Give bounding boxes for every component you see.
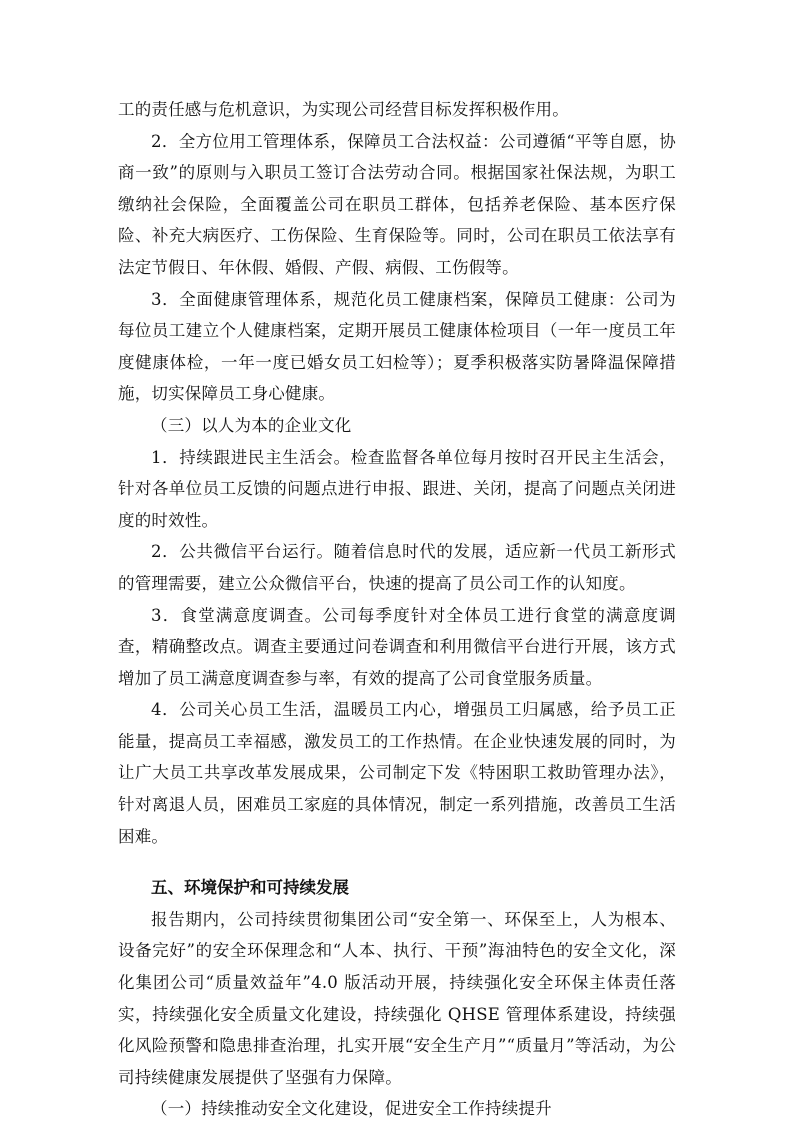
paragraph-wechat-platform: 2．公共微信平台运行。随着信息时代的发展，适应新一代员工新形式的管理需要，建立公众微信平台，快速的提高了员公司工作的认知度。 bbox=[118, 542, 676, 593]
document-page bbox=[118, 94, 676, 1125]
subheading-safety-culture: （一）持续推动安全文化建设，促进安全工作持续提升 bbox=[151, 1099, 552, 1119]
paragraph-democratic-meeting: 1．持续跟进民主生活会。检查监督各单位每月按时召开民主生活会，针对各单位员工反馈的问题点进行申报、跟进、关闭，提高了问题点关闭进度的时效性。 bbox=[118, 447, 676, 530]
paragraph-health-management: 3．全面健康管理体系，规范化员工健康档案，保障员工健康：公司为每位员工建立个人健康档案，定期开展员工健康体检项目（一年一度员工年度健康体检，一年一度已婚女员工妇检等）；夏季积极落实防暑降温保障措施，切实保障员工身心健康。 bbox=[118, 289, 676, 404]
paragraph-safety-report: 报告期内，公司持续贯彻集团公司“安全第一、环保至上，人为根本、设备完好”的安全环保理念和“人本、执行、干预”海油特色的安全文化，深化集团公司“质量效益年”4.0 版活动开展，持续强化安全环保主体责任落实，持续强化安全质量文化建设，持续强化 QHSE 管理体系建设，持续强化风险预警和隐患排查治理，扎实开展“安全生产月”“质量月”等活动，为公司持续健康发展提供了坚强有力保障。 bbox=[118, 909, 676, 1087]
paragraph-continuation: 工的责任感与危机意识，为实现公司经营目标发挥积极作用。 bbox=[118, 100, 569, 119]
subheading-corporate-culture: （三）以人为本的企业文化 bbox=[151, 415, 352, 435]
paragraph-canteen-survey: 3．食堂满意度调查。公司每季度针对全体员工进行食堂的满意度调查，精确整改点。调查主要通过问卷调查和利用微信平台进行开展，该方式增加了员工满意度调查参与率，有效的提高了公司食堂服务质量。 bbox=[118, 605, 676, 688]
section-heading-environment: 五、环境保护和可持续发展 bbox=[151, 878, 349, 898]
paragraph-employee-care: 4．公司关心员工生活，温暖员工内心，增强员工归属感，给予员工正能量，提高员工幸福感，激发员工的工作热情。在企业快速发展的同时，为让广大员工共享改革发展成果，公司制定下发《特困职工救助管理办法》，针对离退人员，困难员工家庭的具体情况，制定一系列措施，改善员工生活困难。 bbox=[118, 700, 676, 846]
paragraph-employment-system: 2．全方位用工管理体系，保障员工合法权益：公司遵循“平等自愿，协商一致”的原则与入职员工签订合法劳动合同。根据国家社保法规，为职工缴纳社会保险，全面覆盖公司在职员工群体，包括养老保险、基本医疗保险、补充大病医疗、工伤保险、生育保险等。同时，公司在职员工依法享有法定节假日、年休假、婚假、产假、病假、工伤假等。 bbox=[118, 131, 676, 277]
